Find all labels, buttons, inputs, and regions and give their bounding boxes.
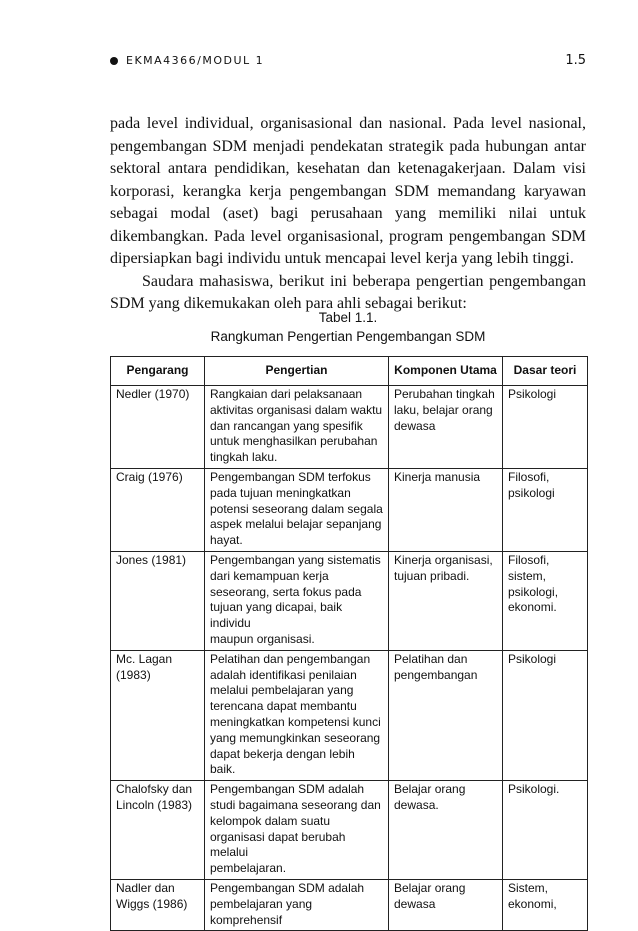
table-cell: Kinerja manusia — [389, 468, 503, 551]
table-cell: Belajar orang dewasa — [389, 879, 503, 930]
table-cell: Mc. Lagan (1983) — [111, 650, 205, 780]
table-cell: Kinerja organisasi, tujuan pribadi. — [389, 551, 503, 650]
table-cell: Pengembangan SDM adalah pembelajaran yang komprehensif — [205, 879, 389, 930]
table-cell: Pengembangan SDM terfokus pada tujuan meningkatkan potensi seseorang dalam segala aspek melalui belajar sepanjang hayat. — [205, 468, 389, 551]
table-cell: Chalofsky dan Lincoln (1983) — [111, 781, 205, 880]
table-cell: Filosofi, psikologi — [503, 468, 588, 551]
table-caption-number: Tabel 1.1. — [318, 310, 378, 325]
table-row — [111, 468, 588, 551]
table-row — [111, 781, 588, 880]
table-cell: Sistem, ekonomi, — [503, 879, 588, 930]
table-cell: Craig (1976) — [111, 468, 205, 551]
table-cell: Filosofi, sistem, psikologi, ekonomi. — [503, 551, 588, 650]
table-cell: Jones (1981) — [111, 551, 205, 650]
table-row — [111, 386, 588, 469]
table-cell: Pengembangan yang sistematis dari kemampuan kerja seseorang, serta fokus pada tujuan yang dicapai, baik individu maupun organisasi. — [205, 551, 389, 650]
table-cell: Pengembangan SDM adalah studi bagaimana seseorang dan kelompok dalam suatu organisasi dapat berubah melalui pembelajaran. — [205, 781, 389, 880]
table-row — [111, 551, 588, 650]
column-header: Dasar teori — [503, 357, 588, 386]
table-cell: Nedler (1970) — [111, 386, 205, 469]
column-header: Komponen Utama — [389, 357, 503, 386]
table-cell: Nadler dan Wiggs (1986) — [111, 879, 205, 930]
paragraph: pada level individual, organisasional dan nasional. Pada level nasional, pengembangan SDM menjadi pendekatan strategik pada hubungan antar sektoral antara pendidikan, kesehatan dan ketenagakerjaan. Dalam visi korporasi, kerangka kerja pengembangan SDM memandang karyawan sebagai modal (aset) bagi perusahaan yang memiliki nilai untuk dikembangkan. Pada level organisasional, program pengembangan SDM dipersiapkan bagi individu untuk mencapai level kerja yang lebih tinggi. — [110, 115, 586, 267]
bullet-icon — [110, 57, 118, 65]
body-text — [110, 113, 586, 316]
page-header — [110, 52, 586, 72]
table-caption-title: Rangkuman Pengertian Pengembangan SDM — [210, 329, 486, 344]
table-cell: Pelatihan dan pengembangan adalah identifikasi penilaian melalui pembelajaran yang terencana dapat membantu meningkatkan kompetensi kunci yang memungkinkan seseorang dapat bekerja dengan lebih baik. — [205, 650, 389, 780]
page-number: 1.5 — [565, 53, 586, 68]
module-code: EKMA4366/MODUL 1 — [126, 54, 265, 67]
column-header: Pengertian — [205, 357, 389, 386]
table-cell: Rangkaian dari pelaksanaan aktivitas organisasi dalam waktu dan rancangan yang spesifik untuk menghasilkan perubahan tingkah laku. — [205, 386, 389, 469]
table-cell: Belajar orang dewasa. — [389, 781, 503, 880]
table-cell: Psikologi — [503, 650, 588, 780]
table-cell: Psikologi. — [503, 781, 588, 880]
column-header: Pengarang — [111, 357, 205, 386]
table-cell: Perubahan tingkah laku, belajar orang dewasa — [389, 386, 503, 469]
table-cell: Psikologi — [503, 386, 588, 469]
table-header-row — [111, 357, 588, 386]
table-caption — [110, 308, 586, 346]
paragraph: Saudara mahasiswa, berikut ini beberapa pengertian pengembangan SDM yang dikemukakan oleh para ahli sebagai berikut: — [110, 272, 586, 312]
table-row — [111, 650, 588, 780]
table-row — [111, 879, 588, 930]
table-cell: Pelatihan dan pengembangan — [389, 650, 503, 780]
summary-table — [110, 356, 588, 931]
